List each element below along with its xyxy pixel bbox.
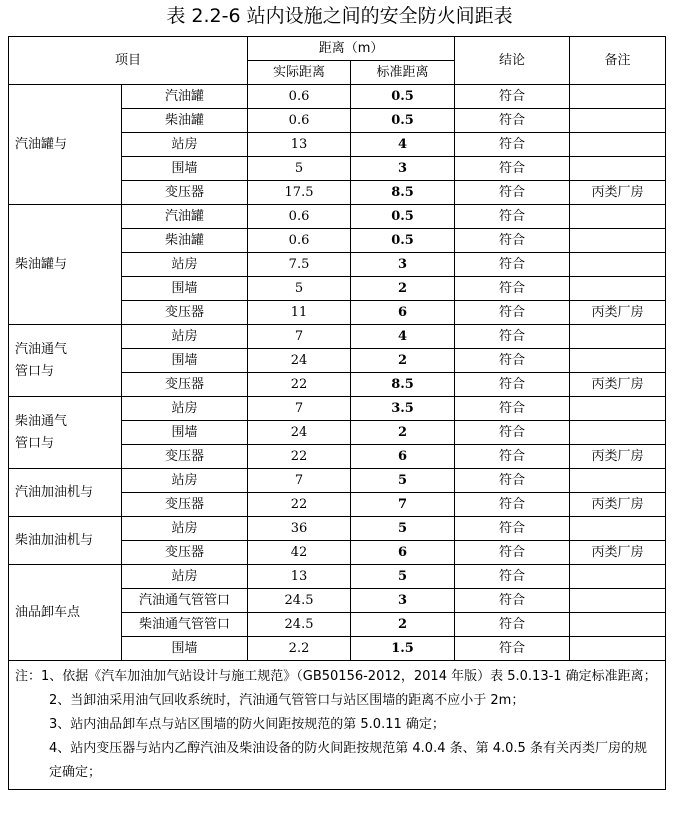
actual-distance-cell: 17.5 — [248, 181, 351, 205]
standard-distance-cell: 3 — [351, 589, 455, 613]
target-cell: 柴油罐 — [122, 229, 248, 253]
target-cell: 汽油通气管管口 — [122, 589, 248, 613]
standard-distance-cell: 6 — [351, 445, 455, 469]
actual-distance-cell: 0.6 — [248, 109, 351, 133]
actual-distance-cell: 36 — [248, 517, 351, 541]
standard-distance-cell: 3 — [351, 253, 455, 277]
conclusion-cell: 符合 — [455, 325, 570, 349]
notes-cell — [9, 661, 666, 790]
target-cell: 汽油罐 — [122, 205, 248, 229]
conclusion-cell: 符合 — [455, 541, 570, 565]
table-row — [9, 517, 666, 541]
standard-distance-cell: 2 — [351, 349, 455, 373]
actual-distance-cell: 22 — [248, 373, 351, 397]
conclusion-cell: 符合 — [455, 613, 570, 637]
header-actual-distance: 实际距离 — [248, 61, 351, 85]
conclusion-cell: 符合 — [455, 565, 570, 589]
group-label: 油品卸车点 — [9, 565, 122, 661]
remark-cell — [570, 349, 666, 373]
actual-distance-cell: 13 — [248, 133, 351, 157]
table-row — [9, 325, 666, 349]
standard-distance-cell: 0.5 — [351, 109, 455, 133]
remark-cell — [570, 517, 666, 541]
conclusion-cell: 符合 — [455, 373, 570, 397]
target-cell: 站房 — [122, 397, 248, 421]
conclusion-cell: 符合 — [455, 397, 570, 421]
actual-distance-cell: 7 — [248, 397, 351, 421]
standard-distance-cell: 2 — [351, 277, 455, 301]
header-remark: 备注 — [570, 37, 666, 85]
conclusion-cell: 符合 — [455, 157, 570, 181]
conclusion-cell: 符合 — [455, 301, 570, 325]
conclusion-cell: 符合 — [455, 421, 570, 445]
remark-cell — [570, 421, 666, 445]
target-cell: 站房 — [122, 253, 248, 277]
conclusion-cell: 符合 — [455, 85, 570, 109]
remark-cell — [570, 205, 666, 229]
conclusion-cell: 符合 — [455, 493, 570, 517]
standard-distance-cell: 5 — [351, 565, 455, 589]
conclusion-cell: 符合 — [455, 229, 570, 253]
remark-cell — [570, 229, 666, 253]
standard-distance-cell: 0.5 — [351, 205, 455, 229]
group-label: 汽油加油机与 — [9, 469, 122, 517]
actual-distance-cell: 24 — [248, 349, 351, 373]
remark-cell: 丙类厂房 — [570, 445, 666, 469]
conclusion-cell: 符合 — [455, 109, 570, 133]
remark-cell: 丙类厂房 — [570, 301, 666, 325]
table-body — [9, 85, 666, 661]
actual-distance-cell: 5 — [248, 157, 351, 181]
table-row — [9, 469, 666, 493]
remark-cell — [570, 133, 666, 157]
remark-cell — [570, 277, 666, 301]
remark-cell: 丙类厂房 — [570, 181, 666, 205]
standard-distance-cell: 0.5 — [351, 85, 455, 109]
remark-cell — [570, 253, 666, 277]
remark-cell — [570, 565, 666, 589]
remark-cell — [570, 325, 666, 349]
remark-cell — [570, 589, 666, 613]
target-cell: 围墙 — [122, 157, 248, 181]
conclusion-cell: 符合 — [455, 349, 570, 373]
actual-distance-cell: 24.5 — [248, 589, 351, 613]
standard-distance-cell: 3.5 — [351, 397, 455, 421]
target-cell: 变压器 — [122, 373, 248, 397]
group-label: 柴油通气 管口与 — [9, 397, 122, 469]
standard-distance-cell: 8.5 — [351, 373, 455, 397]
conclusion-cell: 符合 — [455, 181, 570, 205]
remark-cell — [570, 157, 666, 181]
table-title: 表 2.2-6 站内设施之间的安全防火间距表 — [166, 5, 513, 27]
standard-distance-cell: 5 — [351, 517, 455, 541]
group-label: 汽油通气 管口与 — [9, 325, 122, 397]
conclusion-cell: 符合 — [455, 133, 570, 157]
actual-distance-cell: 24.5 — [248, 613, 351, 637]
note-1: 注：1、依据《汽车加油加气站设计与施工规范》（GB50156-2012，2014 年版）表 5.0.13-1 确定标准距离； — [15, 669, 657, 684]
target-cell: 围墙 — [122, 349, 248, 373]
actual-distance-cell: 11 — [248, 301, 351, 325]
target-cell: 变压器 — [122, 541, 248, 565]
conclusion-cell: 符合 — [455, 445, 570, 469]
target-cell: 变压器 — [122, 181, 248, 205]
target-cell: 围墙 — [122, 637, 248, 661]
standard-distance-cell: 7 — [351, 493, 455, 517]
remark-cell — [570, 613, 666, 637]
actual-distance-cell: 7.5 — [248, 253, 351, 277]
target-cell: 汽油罐 — [122, 85, 248, 109]
actual-distance-cell: 24 — [248, 421, 351, 445]
table-row — [9, 397, 666, 421]
actual-distance-cell: 5 — [248, 277, 351, 301]
remark-cell: 丙类厂房 — [570, 493, 666, 517]
note-3: 3、站内油品卸车点与站区围墙的防火间距按规范的第 5.0.11 确定； — [49, 717, 445, 732]
header-conclusion: 结论 — [455, 37, 570, 85]
target-cell: 变压器 — [122, 445, 248, 469]
table-row — [9, 85, 666, 109]
conclusion-cell: 符合 — [455, 517, 570, 541]
standard-distance-cell: 2 — [351, 613, 455, 637]
conclusion-cell: 符合 — [455, 277, 570, 301]
standard-distance-cell: 8.5 — [351, 181, 455, 205]
target-cell: 变压器 — [122, 493, 248, 517]
actual-distance-cell: 0.6 — [248, 85, 351, 109]
remark-cell — [570, 85, 666, 109]
target-cell: 站房 — [122, 517, 248, 541]
table-row — [9, 565, 666, 589]
group-label: 汽油罐与 — [9, 85, 122, 205]
standard-distance-cell: 1.5 — [351, 637, 455, 661]
target-cell: 变压器 — [122, 301, 248, 325]
header-distance-group: 距离（m） — [248, 37, 455, 61]
note-4: 4、站内变压器与站内乙醇汽油及柴油设备的防火间距按规范第 4.0.4 条、第 4.0.5 条有关丙类厂房的规定确定； — [49, 741, 647, 780]
actual-distance-cell: 7 — [248, 325, 351, 349]
target-cell: 站房 — [122, 133, 248, 157]
standard-distance-cell: 4 — [351, 133, 455, 157]
actual-distance-cell: 13 — [248, 565, 351, 589]
target-cell: 柴油罐 — [122, 109, 248, 133]
target-cell: 站房 — [122, 565, 248, 589]
remark-cell — [570, 397, 666, 421]
actual-distance-cell: 0.6 — [248, 229, 351, 253]
standard-distance-cell: 2 — [351, 421, 455, 445]
table-row — [9, 205, 666, 229]
remark-cell — [570, 469, 666, 493]
header-item: 项目 — [9, 37, 248, 85]
group-label: 柴油加油机与 — [9, 517, 122, 565]
actual-distance-cell: 22 — [248, 445, 351, 469]
remark-cell: 丙类厂房 — [570, 373, 666, 397]
actual-distance-cell: 42 — [248, 541, 351, 565]
actual-distance-cell: 7 — [248, 469, 351, 493]
actual-distance-cell: 0.6 — [248, 205, 351, 229]
target-cell: 围墙 — [122, 277, 248, 301]
fire-distance-table — [8, 36, 666, 790]
group-label: 柴油罐与 — [9, 205, 122, 325]
actual-distance-cell: 2.2 — [248, 637, 351, 661]
standard-distance-cell: 3 — [351, 157, 455, 181]
header-standard-distance: 标准距离 — [351, 61, 455, 85]
target-cell: 站房 — [122, 469, 248, 493]
conclusion-cell: 符合 — [455, 253, 570, 277]
conclusion-cell: 符合 — [455, 589, 570, 613]
note-2: 2、当卸油采用油气回收系统时，汽油通气管管口与站区围墙的距离不应小于 2m； — [49, 693, 525, 708]
conclusion-cell: 符合 — [455, 469, 570, 493]
remark-cell — [570, 109, 666, 133]
conclusion-cell: 符合 — [455, 637, 570, 661]
target-cell: 站房 — [122, 325, 248, 349]
standard-distance-cell: 4 — [351, 325, 455, 349]
remark-cell — [570, 637, 666, 661]
standard-distance-cell: 5 — [351, 469, 455, 493]
actual-distance-cell: 22 — [248, 493, 351, 517]
standard-distance-cell: 6 — [351, 541, 455, 565]
standard-distance-cell: 6 — [351, 301, 455, 325]
standard-distance-cell: 0.5 — [351, 229, 455, 253]
target-cell: 围墙 — [122, 421, 248, 445]
remark-cell: 丙类厂房 — [570, 541, 666, 565]
conclusion-cell: 符合 — [455, 205, 570, 229]
target-cell: 柴油通气管管口 — [122, 613, 248, 637]
